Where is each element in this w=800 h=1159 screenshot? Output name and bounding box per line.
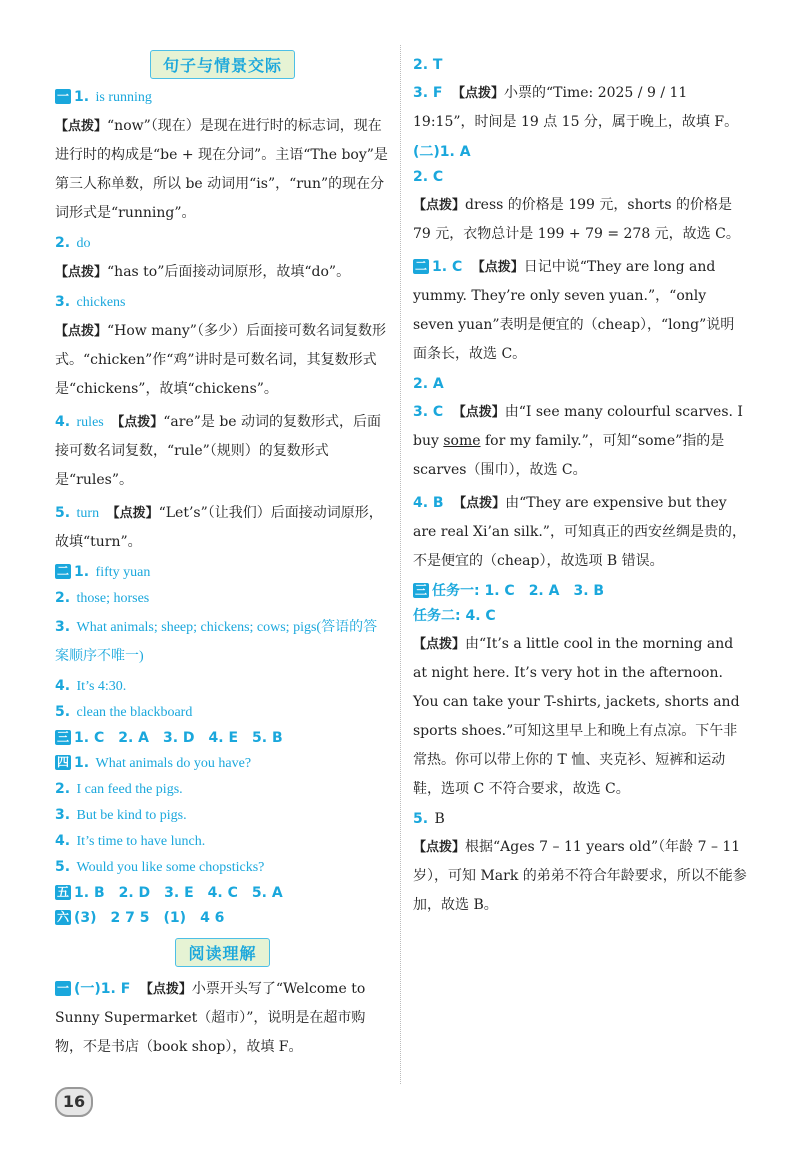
answer-row: 2. do bbox=[55, 235, 91, 251]
left-column bbox=[55, 50, 390, 1066]
answer-row: 5. B bbox=[413, 811, 445, 827]
answer-row: 2. T bbox=[413, 57, 443, 73]
tip-note: 【点拨】根据“Ages 7 – 11 years old”（年龄 7 – 11 岁），可知 Mark 的弟弟不符合年龄要求，所以不能参加，故选 B。 bbox=[413, 839, 747, 913]
part-marker: 六 bbox=[57, 910, 70, 924]
page-number: 16 bbox=[55, 1087, 93, 1117]
section-title-reading: 阅读理解 bbox=[175, 938, 269, 967]
part-marker: 一 bbox=[57, 89, 70, 103]
answer-line: 任务二: 4. C bbox=[413, 608, 496, 624]
answer-row: 2. A bbox=[413, 376, 444, 392]
answer-row: 二 1. fifty yuan bbox=[57, 564, 151, 580]
answer-row-with-tip: 二 1. C 【点拨】日记中说“They are long and yummy. They’re only seven yuan.”，“only seven yuan”表明是便宜的（cheap），“long”说明面条长，故选 C。 bbox=[413, 259, 735, 362]
answer-row-with-tip: 一 (一)1. F 【点拨】小票开头写了“Welcome to Sunny Supermarket（超市）”，说明是在超市购物，不是书店（book shop），故填 F。 bbox=[55, 981, 366, 1055]
column-divider bbox=[400, 45, 401, 1084]
answer-row-with-tip: 3. C 【点拨】由“I see many colourful scarves. I buy some for my family.”，可知“some”指的是 scarves（围巾），故选 C。 bbox=[413, 404, 743, 478]
right-column bbox=[413, 50, 748, 924]
tip-label: 【点拨】 bbox=[55, 119, 108, 134]
answer-row bbox=[55, 87, 390, 108]
item-number: 1. bbox=[74, 89, 90, 105]
part-marker: 三 bbox=[57, 730, 70, 744]
answer-row: 3. What animals; sheep; chickens; cows; pigs(答语的答案顺序不唯一) bbox=[55, 619, 378, 664]
answer-row: 2. C bbox=[413, 169, 444, 185]
tip-note: 【点拨】由“It’s a little cool in the morning and at night here. It’s very hot in the afternoon. You can take your T-shirts, jackets, shorts and sports shoes.”可知这里早上和晚上有点凉。下午非常热。你可以带上你的 T 恤、夹克衫、短裤和运动鞋，选项 C 不符合要求，故选 C。 bbox=[413, 636, 740, 797]
answer-row-with-tip: 3. F 【点拨】小票的“Time: 2025 / 9 / 11 19:15”，时间是 19 点 15 分，属于晚上，故填 F。 bbox=[413, 85, 739, 130]
part-marker: 一 bbox=[57, 981, 70, 995]
part-marker: 五 bbox=[57, 885, 70, 899]
tip-note: 【点拨】“How many”（多少）后面接可数名词复数形式。“chicken”作“鸡”讲时是可数名词，其复数形式是“chickens”，故填“chickens”。 bbox=[55, 323, 386, 397]
answer-row-with-tip: 5. turn 【点拨】“Let’s”（让我们）后面接动词原形，故填“turn”。 bbox=[55, 505, 383, 550]
answer-row: 3. chickens bbox=[55, 294, 126, 310]
part-marker: 三 bbox=[415, 583, 428, 597]
answer-row: 2. I can feed the pigs. bbox=[55, 781, 183, 797]
answer-row: 5. clean the blackboard bbox=[55, 704, 193, 720]
answer-row-with-tip: 4. B 【点拨】由“They are expensive but they are real Xi’an silk.”，可知真正的西安丝绸是贵的，不是便宜的（cheap），故选项 B 错误。 bbox=[413, 495, 746, 569]
section-title-dialogue: 句子与情景交际 bbox=[150, 50, 295, 79]
answer-row: 3. But be kind to pigs. bbox=[55, 807, 187, 823]
answer-row: 2. those; horses bbox=[55, 590, 150, 606]
part-marker: 二 bbox=[57, 564, 70, 578]
tip-note: 【点拨】“has to”后面接动词原形，故填“do”。 bbox=[55, 264, 351, 280]
part-marker: 二 bbox=[415, 259, 428, 273]
answer-row: 5. Would you like some chopsticks? bbox=[55, 859, 265, 875]
answer-row-with-tip: 4. rules 【点拨】“are”是 be 动词的复数形式，后面接可数名词复数，“rule”（规则）的复数形式是“rules”。 bbox=[55, 414, 382, 488]
answer-row: 四 1. What animals do you have? bbox=[57, 755, 252, 771]
part-marker: 四 bbox=[57, 755, 70, 769]
tip-note: 【点拨】“now”（现在）是现在进行时的标志词，现在进行时的构成是“be + 现在分词”。主语“The boy”是第三人称单数，所以 be 动词用“is”，“run”的现在分词形式是“running”。 bbox=[55, 118, 388, 221]
tip-note: 【点拨】dress 的价格是 199 元，shorts 的价格是 79 元，衣物总计是 199 + 79 = 278 元，故选 C。 bbox=[413, 197, 740, 242]
answer-row: 4. It’s time to have lunch. bbox=[55, 833, 206, 849]
answer-line: 三 任务一: 1. C 2. A 3. B bbox=[415, 583, 605, 599]
answer-row: 4. It’s 4:30. bbox=[55, 678, 127, 694]
answer-text: is running bbox=[95, 90, 152, 105]
answer-line: 五 1. B 2. D 3. E 4. C 5. A bbox=[57, 885, 283, 901]
answer-line: 六 (3) 2 7 5 (1) 4 6 bbox=[57, 910, 225, 926]
answer-row: (二)1. A bbox=[413, 144, 471, 160]
answer-line: 三 1. C 2. A 3. D 4. E 5. B bbox=[57, 730, 283, 746]
underlined-word: some bbox=[443, 433, 481, 449]
